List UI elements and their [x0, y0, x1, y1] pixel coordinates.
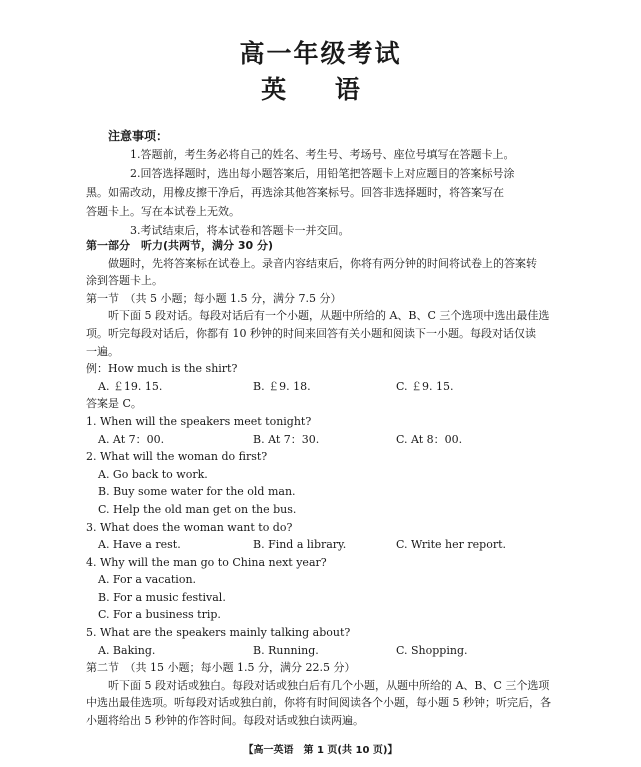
- notice-heading: 注意事项：: [108, 129, 169, 143]
- option: A. ￡19. 15.: [98, 379, 163, 393]
- option: B. ￡9. 18.: [253, 379, 311, 393]
- part1-intro: 涂到答题卡上。: [86, 274, 163, 288]
- notice-item: 2.回答选择题时，选出每小题答案后，用铅笔把答题卡上对应题目的答案标号涂: [130, 167, 515, 180]
- question-5: 5. What are the speakers mainly talking about?: [86, 626, 351, 640]
- question-4: 4. Why will the man go to China next year?: [86, 555, 327, 569]
- example-answer: 答案是 C。: [86, 397, 142, 411]
- section2-intro: 听下面 5 段对话或独白。每段对话或独白后有几个小题，从题中所给的 A、B、C 三个选项: [108, 678, 550, 692]
- notice-item: 3.考试结束后，将本试卷和答题卡一并交回。: [130, 224, 350, 237]
- notice-item: 答题卡上。写在本试卷上无效。: [86, 205, 240, 218]
- option: A. For a vacation.: [98, 573, 197, 587]
- example-options: [86, 378, 556, 396]
- section2-intro: 中选出最佳选项。听每段对话或独白前，你将有时间阅读各个小题，每小题 5 秒钟；听完后，各: [86, 696, 551, 710]
- notice-list: [86, 145, 546, 240]
- option: C. Write her report.: [396, 538, 506, 552]
- option: B. For a music festival.: [98, 590, 226, 604]
- option: C. For a business trip.: [98, 608, 221, 622]
- option: C. Help the old man get on the bus.: [98, 502, 297, 516]
- option: A. At 7：00.: [98, 432, 165, 446]
- option: B. Buy some water for the old man.: [98, 485, 296, 499]
- page-footer: 【高一英语 第 1 页(共 10 页)】: [243, 745, 398, 756]
- notice-item: 1.答题前，考生务必将自己的姓名、考生号、考场号、座位号填写在答题卡上。: [130, 148, 515, 161]
- option: A. Baking.: [98, 643, 156, 657]
- section2-intro: 小题将给出 5 秒钟的作答时间。每段对话或独白读两遍。: [86, 714, 364, 728]
- example-question: 例：How much is the shirt?: [86, 362, 238, 376]
- question-1-options: [86, 431, 556, 449]
- option: B. Find a library.: [253, 538, 347, 552]
- subject-title: 英 语: [261, 75, 380, 104]
- exam-title: 高一年级考试: [239, 39, 402, 68]
- option: B. Running.: [253, 643, 319, 657]
- section1-intro: 听下面 5 段对话。每段对话后有一个小题，从题中所给的 A、B、C 三个选项中选出最佳选: [108, 309, 550, 323]
- question-1: 1. When will the speakers meet tonight?: [86, 414, 312, 428]
- question-3: 3. What does the woman want to do?: [86, 520, 293, 534]
- part1-heading: 第一部分 听力(共两节，满分 30 分): [86, 239, 274, 252]
- option: A. Have a rest.: [98, 538, 181, 552]
- option: C. ￡9. 15.: [396, 379, 454, 393]
- section1-heading: 第一节 （共 5 小题；每小题 1.5 分，满分 7.5 分）: [86, 291, 342, 305]
- question-5-options: [86, 642, 556, 660]
- question-3-options: [86, 536, 556, 554]
- option: C. At 8：00.: [396, 432, 463, 446]
- option: B. At 7：30.: [253, 432, 320, 446]
- notice-item: 黑。如需改动，用橡皮擦干净后，再选涂其他答案标号。回答非选择题时，将答案写在: [86, 186, 504, 199]
- option: A. Go back to work.: [98, 467, 208, 481]
- question-2: 2. What will the woman do first?: [86, 450, 268, 464]
- option: C. Shopping.: [396, 643, 468, 657]
- section2-heading: 第二节 （共 15 小题；每小题 1.5 分，满分 22.5 分）: [86, 661, 356, 675]
- exam-content: [86, 237, 556, 730]
- part1-intro: 做题时，先将答案标在试卷上。录音内容结束后，你将有两分钟的时间将试卷上的答案转: [108, 256, 537, 270]
- section1-intro: 一遍。: [86, 344, 119, 358]
- section1-intro: 项。听完每段对话后，你都有 10 秒钟的时间来回答有关小题和阅读下一小题。每段对话仅读: [86, 326, 536, 340]
